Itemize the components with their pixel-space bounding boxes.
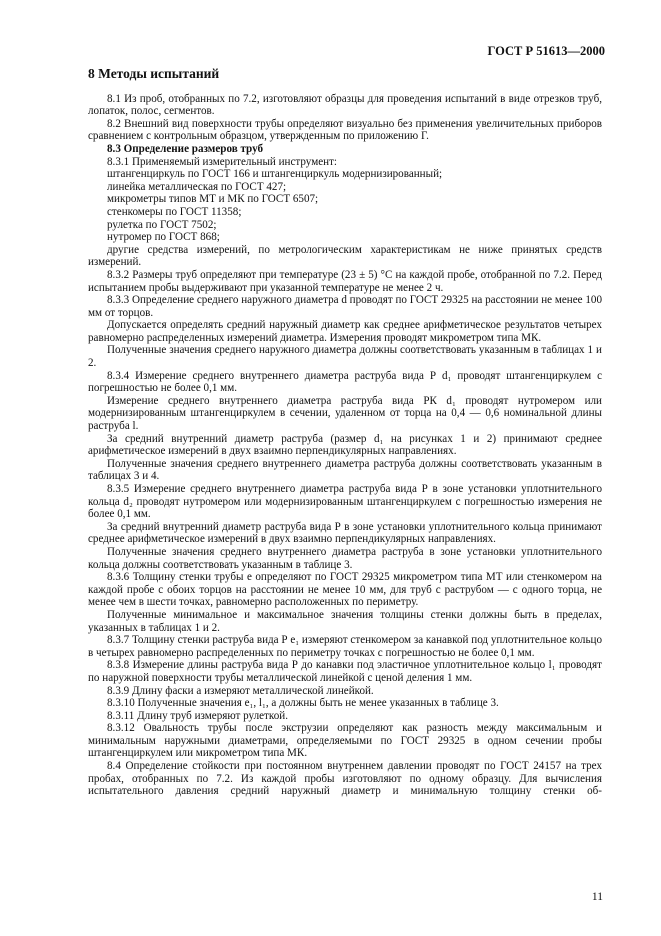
tool-item: штангенциркуль по ГОСТ 166 и штангенциркуль модернизированный; <box>107 168 443 181</box>
paragraph-average-ring-zone: За средний внутренний диаметр раструба вида Р в зоне установки уплотнительного кольца принимают среднее арифметическое измерений в двух взаимно перпендикулярных направлениях. <box>88 520 602 546</box>
paragraph-average-inner: За средний внутренний диаметр раструба (размер d₁ на рисунках 1 и 2) принимают среднее арифметическое измерений в двух взаимно перпендикулярных направлениях. <box>88 432 602 458</box>
paragraph-other-tools: другие средства измерений, по метрологическим характеристикам не ниже принятых средств измерений. <box>88 243 602 269</box>
paragraph-obtained-inner: Полученные значения среднего внутреннего диаметра раструба должны соответствовать указанным в таблицах 3 и 4. <box>88 457 602 483</box>
paragraph-obtained-ring-zone: Полученные значения среднего внутреннего диаметра раструба в зоне установки уплотнительного кольца должны соответствовать указанным в таблице 3. <box>88 545 602 571</box>
paragraph-obtained-outer: Полученные значения среднего наружного диаметра должны соответствовать указанным в таблицах 1 и 2. <box>88 344 602 370</box>
paragraph-8-4: 8.4 Определение стойкости при постоянном внутреннем давлении проводят по ГОСТ 24157 на трех пробах, отобранных по 7.2. Из каждой пробы изготовляют по одному образцу. Для вычисления испытательного давления средний наружный диаметр и минимальную толщину стенки об- <box>88 760 602 798</box>
paragraph-8-3-2: 8.3.2 Размеры труб определяют при температуре (23 ± 5) °С на каждой пробе, отобранной по 7.2. Перед испытанием пробы выдерживают при указанной температуре не менее 2 ч. <box>88 268 602 294</box>
tool-item: нутромер по ГОСТ 868; <box>107 231 220 244</box>
paragraph-8-3-6: 8.3.6 Толщину стенки трубы e определяют по ГОСТ 29325 микрометром типа МТ или стенкомером на каждой пробе с обоих торцов на расстоянии не менее 10 мм, для труб с раструбом — с одного торца, не менее чем в шести точках, равномерно расположенных по периметру. <box>88 571 602 609</box>
subsection-title-8-3: 8.3 Определение размеров труб <box>107 142 264 155</box>
tool-item: стенкомеры по ГОСТ 11358; <box>107 205 242 218</box>
document-code: ГОСТ Р 51613—2000 <box>487 44 605 58</box>
document-body <box>88 68 602 798</box>
page-number: 11 <box>591 891 603 903</box>
paragraph-8-3-7: 8.3.7 Толщину стенки раструба вида Р e₁ измеряют стенкомером за канавкой под уплотнительное кольцо в четырех равномерно распределенных по периметру точках с погрешностью не более 0,1 мм. <box>88 634 602 659</box>
paragraph-8-3-11: 8.3.11 Длину труб измеряют рулеткой. <box>107 709 288 722</box>
tool-item: рулетка по ГОСТ 7502; <box>107 218 217 231</box>
paragraph-8-2: 8.2 Внешний вид поверхности трубы определяют визуально без применения увеличительных приборов сравнением с контрольным образцом, утвержденным по приложению Г. <box>88 117 602 143</box>
paragraph-min-max-wall: Полученные минимальное и максимальное значения толщины стенки должны быть в пределах, указанных в таблицах 1 и 2. <box>88 608 602 634</box>
section-title: 8 Методы испытаний <box>88 66 220 81</box>
paragraph-allowed: Допускается определять средний наружный диаметр как среднее арифметическое результатов четырех равномерно распределенных измерений диаметра. Измерения проводят микрометром типа МК. <box>88 319 602 344</box>
paragraph-8-3-5: 8.3.5 Измерение среднего внутреннего диаметра раструба вида Р в зоне установки уплотнительного кольца d₂ проводят нутромером или модернизированным штангенциркулем с погрешностью измерения не более 0,1 мм. <box>88 483 602 521</box>
paragraph-8-3-3: 8.3.3 Определение среднего наружного диаметра d проводят по ГОСТ 29325 на расстоянии не менее 100 мм от торцов. <box>88 294 602 319</box>
paragraph-8-3-10: 8.3.10 Полученные значения e₁, l₁, a должны быть не менее указанных в таблице 3. <box>107 697 499 710</box>
paragraph-8-3-1: 8.3.1 Применяемый измерительный инструмент: <box>107 155 338 168</box>
paragraph-8-3-12: 8.3.12 Овальность трубы после экструзии определяют как разность между максимальным и минимальным наружными диаметрами, определяемыми по ГОСТ 29325 в одном сечении пробы штангенциркулем или микрометром типа МК. <box>88 722 602 760</box>
paragraph-8-3-8: 8.3.8 Измерение длины раструба вида Р до канавки под эластичное уплотнительное кольцо l₁ проводят по наружной поверхности трубы металлической линейкой с ценой деления 1 мм. <box>88 659 602 684</box>
tool-item: линейка металлическая по ГОСТ 427; <box>107 180 287 193</box>
paragraph-pk-measure: Измерение среднего внутреннего диаметра раструба вида РК d₁ проводят нутромером или модернизированным штангенциркулем в сечении, удаленном от торца на 0,4 — 0,6 номинальной длины раструба l. <box>88 394 602 433</box>
paragraph-8-3-4: 8.3.4 Измерение среднего внутреннего диаметра раструба вида Р d₁ проводят штангенциркулем с погрешностью не более 0,1 мм. <box>88 369 602 395</box>
tool-item: микрометры типов МТ и МК по ГОСТ 6507; <box>107 193 319 206</box>
paragraph-8-1: 8.1 Из проб, отобранных по 7.2, изготовляют образцы для проведения испытаний в виде отрезков труб, лопаток, полос, сегментов. <box>88 92 602 118</box>
paragraph-8-3-9: 8.3.9 Длину фаски a измеряют металлической линейкой. <box>107 684 374 697</box>
